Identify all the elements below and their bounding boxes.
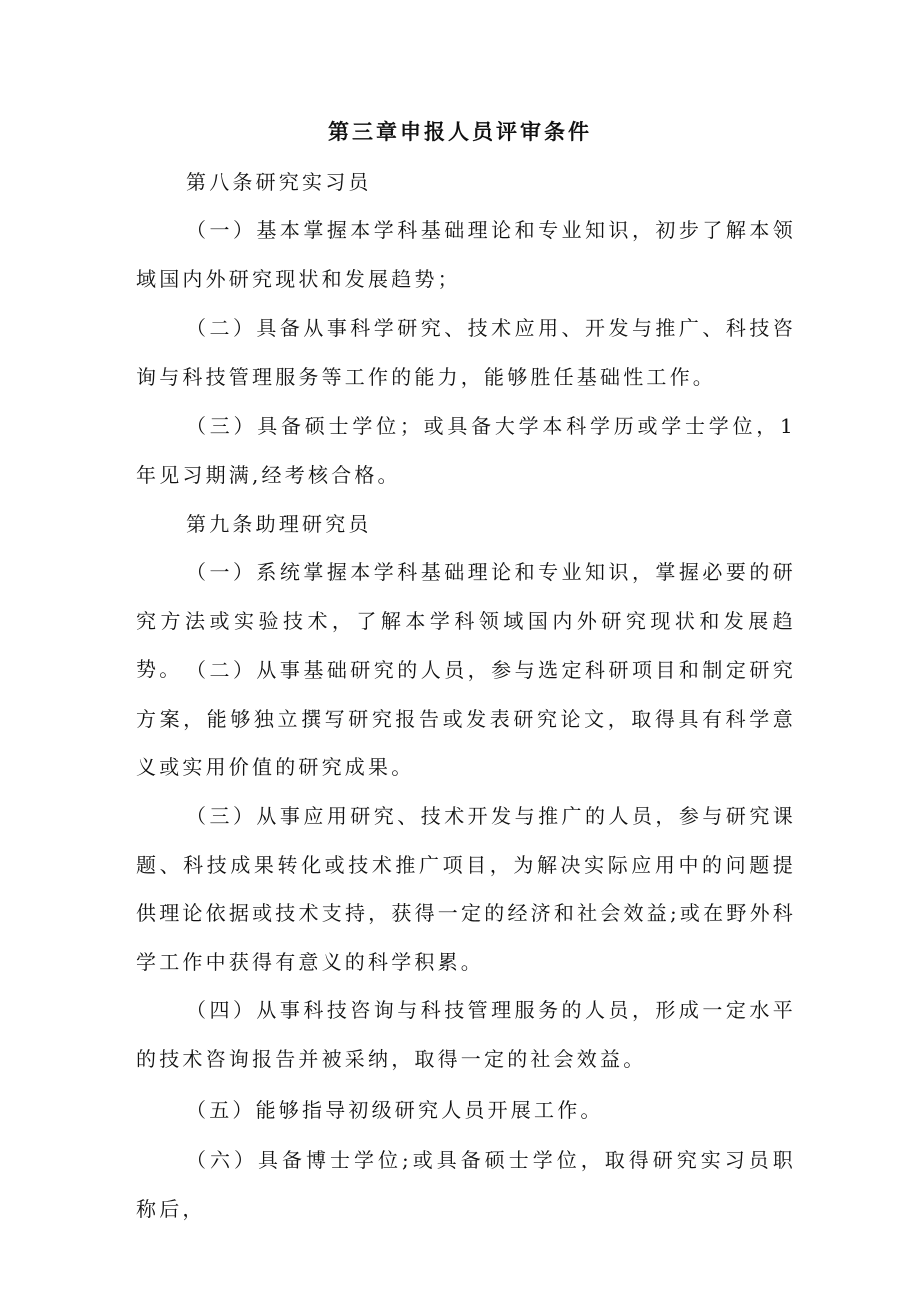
article-8-item-2: （二）具备从事科学研究、技术应用、开发与推广、科技咨询与科技管理服务等工作的能力，能够胜任基础性工作。	[136, 316, 796, 389]
article-8-item-1: （一）基本掌握本学科基础理论和专业知识，初步了解本领域国内外研究现状和发展趋势；	[136, 218, 796, 291]
article-9-heading: 第九条助理研究员	[186, 512, 372, 536]
chapter-title: 第三章申报人员评审条件	[328, 119, 592, 144]
article-8-item-3: （三）具备硕士学位；或具备大学本科学历或学士学位，1年见习期满,经考核合格。	[136, 414, 796, 487]
article-8-heading: 第八条研究实习员	[186, 170, 372, 194]
article-9-item-6: （六）具备博士学位;或具备硕士学位，取得研究实习员职称后，	[136, 1148, 796, 1221]
article-9-item-4: （四）从事科技咨询与科技管理服务的人员，形成一定水平的技术咨询报告并被采纳，取得一定的社会效益。	[136, 998, 796, 1071]
article-9-item-3: （三）从事应用研究、技术开发与推广的人员，参与研究课题、科技成果转化或技术推广项目，为解决实际应用中的问题提供理论依据或技术支持，获得一定的经济和社会效益;或在野外科学工作中获得有意义的科学积累。	[136, 804, 796, 974]
article-9-item-1: （一）系统掌握本学科基础理论和专业知识，掌握必要的研究方法或实验技术，了解本学科领域国内外研究现状和发展趋势。	[136, 560, 796, 681]
article-9-item-2: （二）从事基础研究的人员，参与选定科研项目和制定研究方案，能够独立撰写研究报告或发表研究论文，取得具有科学意义或实用价值的研究成果。	[136, 658, 796, 779]
article-9-item-5: （五）能够指导初级研究人员开展工作。	[186, 1098, 604, 1122]
